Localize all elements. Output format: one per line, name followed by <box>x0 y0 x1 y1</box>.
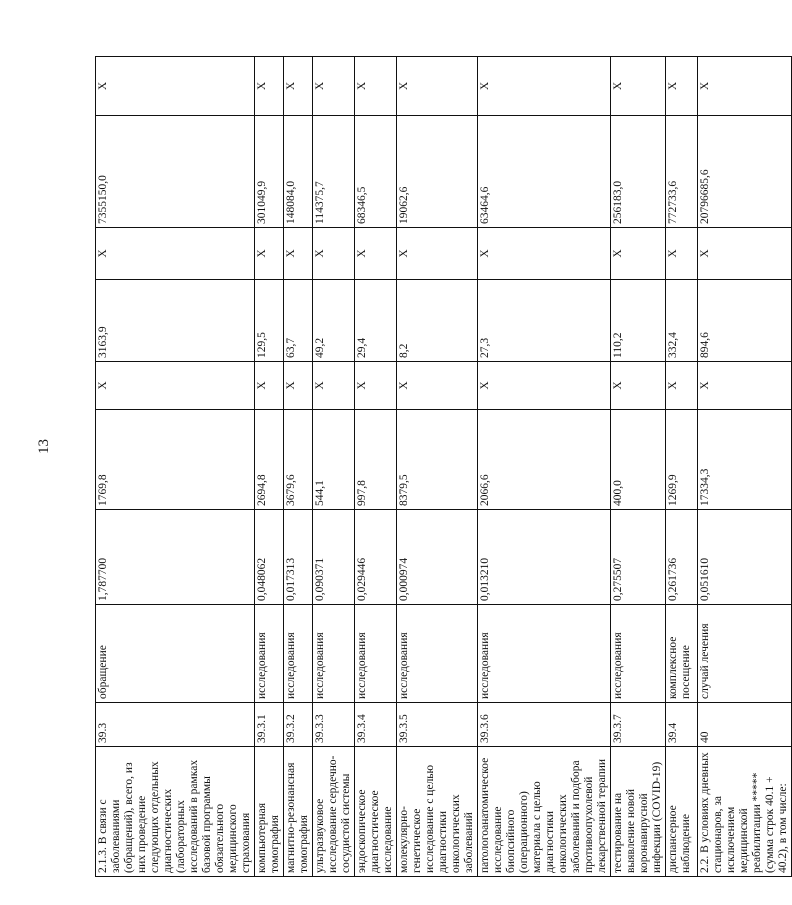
row-per-capita: 63,7 <box>284 280 313 362</box>
row-mark: X <box>666 57 698 116</box>
row-mark: X <box>96 57 255 116</box>
row-mark: X <box>255 228 284 280</box>
row-mark: X <box>96 228 255 280</box>
page-number: 13 <box>36 439 52 454</box>
row-total: 256183,0 <box>611 116 666 228</box>
row-cost: 3679,6 <box>284 410 313 510</box>
row-unit: исследования <box>397 605 478 703</box>
row-name: тестирование на выявление новой коронавирусной инфекции (COVID-19) <box>611 747 666 877</box>
row-mark: X <box>355 362 397 410</box>
row-code: 39.3.4 <box>355 703 397 747</box>
row-mark: X <box>255 362 284 410</box>
row-name: патологоанатомическое исследование биопсийного (операционного) материала с целью диагностики онкологических заболеваний и подбора противоопухолевой лекарственной терапии <box>478 747 611 877</box>
row-norm: 0,013210 <box>478 510 611 605</box>
row-name: ультразвуковое исследование сердечно-сосудистой системы <box>313 747 355 877</box>
row-total: 63464,6 <box>478 116 611 228</box>
row-per-capita: 332,4 <box>666 280 698 362</box>
row-mark: X <box>284 57 313 116</box>
row-unit: исследования <box>284 605 313 703</box>
row-mark: X <box>397 228 478 280</box>
row-per-capita: 129,5 <box>255 280 284 362</box>
row-code: 39.3.7 <box>611 703 666 747</box>
row-unit: обращение <box>96 605 255 703</box>
row-mark: X <box>313 228 355 280</box>
row-mark: X <box>355 228 397 280</box>
row-mark: X <box>666 362 698 410</box>
row-name: магнитно-резонансная томография <box>284 747 313 877</box>
row-cost: 400,0 <box>611 410 666 510</box>
row-unit: комплексное посещение <box>666 605 698 703</box>
row-total: 148084,0 <box>284 116 313 228</box>
row-norm: 0,029446 <box>355 510 397 605</box>
row-cost: 544,1 <box>313 410 355 510</box>
row-mark: X <box>698 228 792 280</box>
data-table <box>95 56 792 877</box>
row-name: диспансерное наблюдение <box>666 747 698 877</box>
row-mark: X <box>397 57 478 116</box>
row-per-capita: 110,2 <box>611 280 666 362</box>
row-cost: 2066,6 <box>478 410 611 510</box>
row-mark: X <box>611 228 666 280</box>
row-name: молекулярно-генетическое исследование с целью диагностики онкологических заболеваний <box>397 747 478 877</box>
row-cost: 997,8 <box>355 410 397 510</box>
row-mark: X <box>478 228 611 280</box>
table-row <box>313 57 355 877</box>
table-row <box>284 57 313 877</box>
row-unit: исследования <box>255 605 284 703</box>
row-code: 39.3.3 <box>313 703 355 747</box>
row-per-capita: 8,2 <box>397 280 478 362</box>
row-name: эндоскопическое диагностическое исследование <box>355 747 397 877</box>
row-norm: 1,787700 <box>96 510 255 605</box>
row-code: 39.3.1 <box>255 703 284 747</box>
table-row <box>255 57 284 877</box>
row-total: 68346,5 <box>355 116 397 228</box>
row-mark: X <box>611 362 666 410</box>
row-name: компьютерная томография <box>255 747 284 877</box>
row-total: 19062,6 <box>397 116 478 228</box>
row-unit: случай лечения <box>698 605 792 703</box>
row-norm: 0,000974 <box>397 510 478 605</box>
row-cost: 1269,9 <box>666 410 698 510</box>
row-total: 772733,6 <box>666 116 698 228</box>
row-cost: 8379,5 <box>397 410 478 510</box>
rotated-table-sheet <box>95 57 789 877</box>
row-code: 39.3.5 <box>397 703 478 747</box>
row-total: 20796685,6 <box>698 116 792 228</box>
row-mark: X <box>698 57 792 116</box>
row-cost: 2694,8 <box>255 410 284 510</box>
row-total: 301049,9 <box>255 116 284 228</box>
table-row <box>355 57 397 877</box>
row-mark: X <box>355 57 397 116</box>
row-norm: 0,051610 <box>698 510 792 605</box>
row-norm: 0,275507 <box>611 510 666 605</box>
row-per-capita: 29,4 <box>355 280 397 362</box>
row-cost: 1769,8 <box>96 410 255 510</box>
row-mark: X <box>96 362 255 410</box>
row-unit: исследования <box>478 605 611 703</box>
table-row <box>698 57 792 877</box>
row-unit: исследования <box>355 605 397 703</box>
row-mark: X <box>478 362 611 410</box>
row-mark: X <box>666 228 698 280</box>
row-mark: X <box>284 228 313 280</box>
row-mark: X <box>611 57 666 116</box>
row-per-capita: 49,2 <box>313 280 355 362</box>
row-code: 39.4 <box>666 703 698 747</box>
row-mark: X <box>255 57 284 116</box>
row-norm: 0,090371 <box>313 510 355 605</box>
row-mark: X <box>313 57 355 116</box>
row-norm: 0,261736 <box>666 510 698 605</box>
row-code: 39.3 <box>96 703 255 747</box>
row-per-capita: 3163,9 <box>96 280 255 362</box>
row-name: 2.1.3. В связи с заболеваниями (обращений), всего, из них проведение следующих отдельных диагностических (лабораторных исследований в рамках базовой программы обязательного медицинского страхования <box>96 747 255 877</box>
row-unit: исследования <box>313 605 355 703</box>
row-mark: X <box>313 362 355 410</box>
row-total: 114375,7 <box>313 116 355 228</box>
table-row <box>478 57 611 877</box>
table-row <box>397 57 478 877</box>
row-mark: X <box>397 362 478 410</box>
row-name: 2.2. В условиях дневных стационаров, за исключением медицинской реабилитации ***** (сумма строк 40.1 + 40.2), в том числе: <box>698 747 792 877</box>
row-norm: 0,017313 <box>284 510 313 605</box>
row-mark: X <box>478 57 611 116</box>
table-row <box>611 57 666 877</box>
row-norm: 0,048062 <box>255 510 284 605</box>
row-mark: X <box>284 362 313 410</box>
row-code: 39.3.2 <box>284 703 313 747</box>
table-row <box>96 57 255 877</box>
row-cost: 17334,3 <box>698 410 792 510</box>
row-total: 7355150,0 <box>96 116 255 228</box>
row-per-capita: 27,3 <box>478 280 611 362</box>
row-code: 39.3.6 <box>478 703 611 747</box>
row-mark: X <box>698 362 792 410</box>
row-unit: исследования <box>611 605 666 703</box>
table-row <box>666 57 698 877</box>
row-per-capita: 894,6 <box>698 280 792 362</box>
row-code: 40 <box>698 703 792 747</box>
